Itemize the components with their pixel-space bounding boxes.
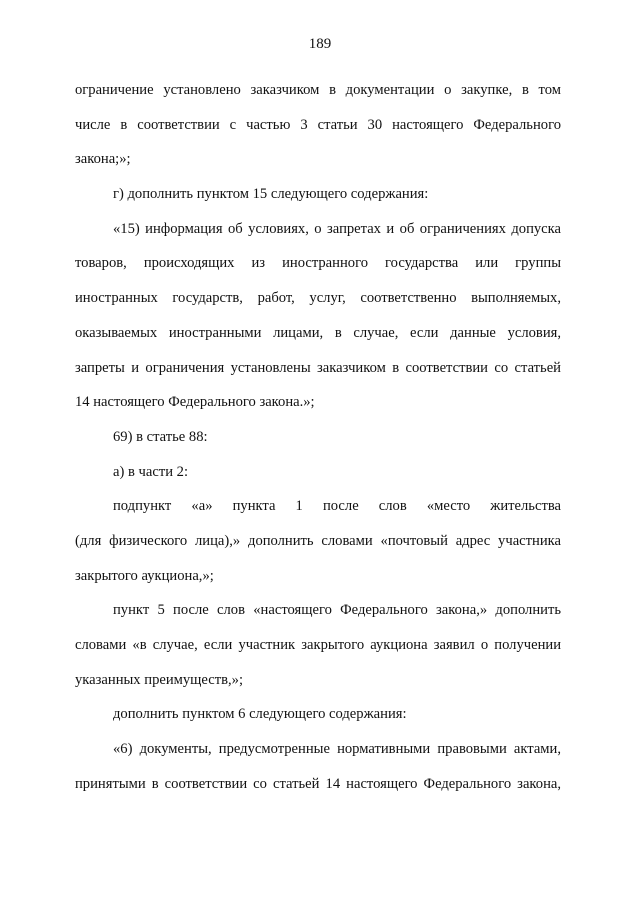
text-line: 14 настоящего Федерального закона.»; [75, 394, 315, 411]
text-line: ограничение установлено заказчиком в документации о закупке, в том [75, 82, 561, 98]
text-line: «15) информация об условиях, о запретах и об ограничениях допуска [113, 220, 561, 237]
text-line: словами «в случае, если участник закрытого аукциона заявил о получении [75, 637, 561, 653]
paragraph [75, 177, 561, 212]
text-line: числе в соответствии с частью 3 статьи 30 настоящего Федерального [75, 116, 561, 133]
paragraph [75, 593, 561, 697]
text-line: «6) документы, предусмотренные нормативными правовыми актами, [113, 741, 561, 758]
text-line: иностранных государств, работ, услуг, соответственно выполняемых, [75, 290, 561, 307]
text-line: закона;»; [75, 151, 131, 168]
page-number: 189 [308, 36, 332, 52]
text-line: дополнить пунктом 6 следующего содержания: [113, 706, 407, 723]
text-line: подпункт «а» пункта 1 после слов «место жительства [113, 498, 561, 515]
text-line: товаров, происходящих из иностранного государства или группы [75, 255, 561, 272]
paragraph [75, 489, 561, 593]
text-line: закрытого аукциона,»; [75, 567, 214, 584]
paragraph [75, 732, 561, 801]
text-line: пункт 5 после слов «настоящего Федерального закона,» дополнить [113, 602, 561, 619]
text-line: а) в части 2: [113, 463, 189, 480]
text-line: указанных преимуществ,»; [75, 671, 244, 688]
paragraph [75, 212, 561, 420]
text-line: запреты и ограничения установлены заказчиком в соответствии со статьей [75, 359, 561, 376]
document-body [75, 73, 561, 801]
paragraph [75, 420, 561, 455]
paragraph [75, 697, 561, 732]
text-line: принятыми в соответствии со статьей 14 настоящего Федерального закона, [75, 775, 561, 792]
paragraph [75, 73, 561, 177]
text-line: 69) в статье 88: [113, 428, 208, 445]
paragraph [75, 455, 561, 490]
text-line: (для физического лица),» дополнить словами «почтовый адрес участника [75, 532, 561, 549]
text-line: г) дополнить пунктом 15 следующего содержания: [113, 186, 429, 203]
text-line: оказываемых иностранными лицами, в случае, если данные условия, [75, 324, 561, 341]
